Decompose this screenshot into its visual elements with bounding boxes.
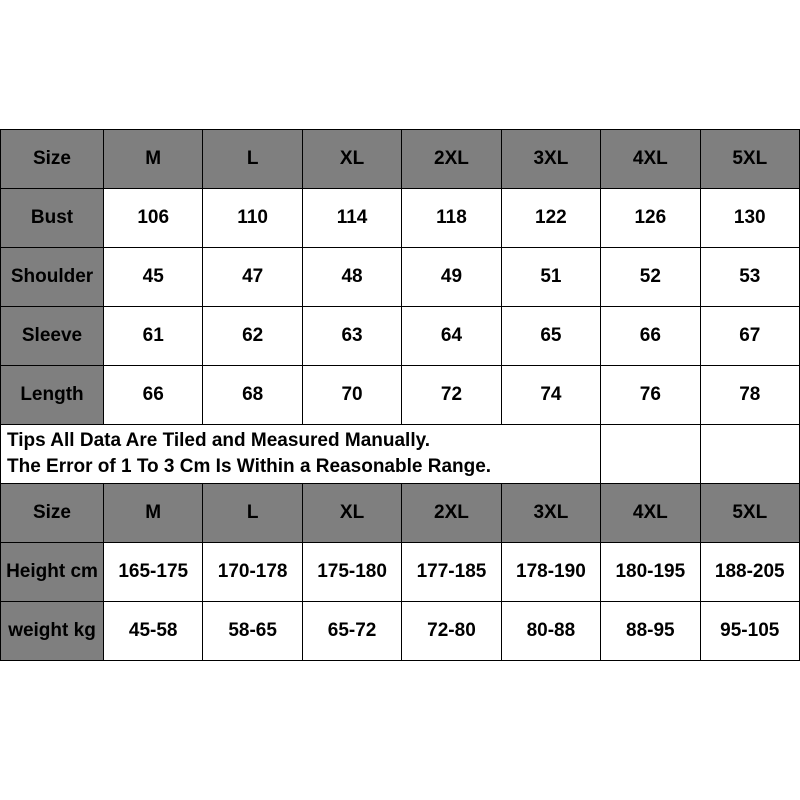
table-row [1, 307, 800, 366]
table-cell: 126 [601, 189, 700, 248]
table-cell: 61 [104, 307, 203, 366]
table-cell: 177-185 [402, 543, 501, 602]
size-header-cell: 4XL [601, 130, 700, 189]
table-cell: 58-65 [203, 602, 302, 661]
table-cell: 65-72 [302, 602, 401, 661]
fit-header-cell: L [203, 484, 302, 543]
tips-line-1: Tips All Data Are Tiled and Measured Manually. [7, 430, 431, 451]
table-cell: 106 [104, 189, 203, 248]
row-label-length: Length [1, 366, 104, 425]
table-cell: 72 [402, 366, 501, 425]
table-cell: 62 [203, 307, 302, 366]
row-label-weight: weight kg [1, 602, 104, 661]
table-cell: 48 [302, 248, 401, 307]
fit-header-cell: 5XL [700, 484, 799, 543]
table-cell: 63 [302, 307, 401, 366]
table-cell: 180-195 [601, 543, 700, 602]
table-cell: 52 [601, 248, 700, 307]
table-cell: 78 [700, 366, 799, 425]
table-cell: 175-180 [302, 543, 401, 602]
size-header-row [1, 130, 800, 189]
table-cell: 130 [700, 189, 799, 248]
fit-header-row [1, 484, 800, 543]
empty-cell [601, 425, 700, 484]
table-cell: 45 [104, 248, 203, 307]
table-cell: 122 [501, 189, 600, 248]
size-header-cell: L [203, 130, 302, 189]
table-cell: 64 [402, 307, 501, 366]
table-cell: 118 [402, 189, 501, 248]
size-header-cell: M [104, 130, 203, 189]
row-label-sleeve: Sleeve [1, 307, 104, 366]
size-header-cell: 2XL [402, 130, 501, 189]
table-cell: 95-105 [700, 602, 799, 661]
table-cell: 188-205 [700, 543, 799, 602]
table-row [1, 602, 800, 661]
table-row [1, 248, 800, 307]
size-header-cell: 3XL [501, 130, 600, 189]
table-row [1, 189, 800, 248]
size-header-cell: XL [302, 130, 401, 189]
table-cell: 165-175 [104, 543, 203, 602]
table-cell: 76 [601, 366, 700, 425]
row-label-shoulder: Shoulder [1, 248, 104, 307]
table-cell: 66 [601, 307, 700, 366]
empty-cell [700, 425, 799, 484]
table-cell: 88-95 [601, 602, 700, 661]
size-chart-table [0, 129, 800, 661]
table-cell: 170-178 [203, 543, 302, 602]
table-cell: 70 [302, 366, 401, 425]
table-cell: 72-80 [402, 602, 501, 661]
fit-header-label: Size [1, 484, 104, 543]
table-cell: 178-190 [501, 543, 600, 602]
table-cell: 49 [402, 248, 501, 307]
table-cell: 45-58 [104, 602, 203, 661]
table-row [1, 543, 800, 602]
table-cell: 47 [203, 248, 302, 307]
table-cell: 80-88 [501, 602, 600, 661]
table-cell: 68 [203, 366, 302, 425]
table-cell: 51 [501, 248, 600, 307]
fit-header-cell: XL [302, 484, 401, 543]
table-cell: 53 [700, 248, 799, 307]
fit-header-cell: M [104, 484, 203, 543]
tips-line-2: The Error of 1 To 3 Cm Is Within a Reasonable Range. [7, 456, 492, 477]
table-row [1, 366, 800, 425]
table-cell: 74 [501, 366, 600, 425]
row-label-bust: Bust [1, 189, 104, 248]
size-chart [0, 129, 800, 661]
table-cell: 114 [302, 189, 401, 248]
tips-note [1, 425, 601, 484]
table-cell: 66 [104, 366, 203, 425]
fit-header-cell: 3XL [501, 484, 600, 543]
size-header-cell: 5XL [700, 130, 799, 189]
size-header-label: Size [1, 130, 104, 189]
table-cell: 110 [203, 189, 302, 248]
table-cell: 67 [700, 307, 799, 366]
tips-row [1, 425, 800, 484]
fit-header-cell: 2XL [402, 484, 501, 543]
table-cell: 65 [501, 307, 600, 366]
fit-header-cell: 4XL [601, 484, 700, 543]
row-label-height: Height cm [1, 543, 104, 602]
